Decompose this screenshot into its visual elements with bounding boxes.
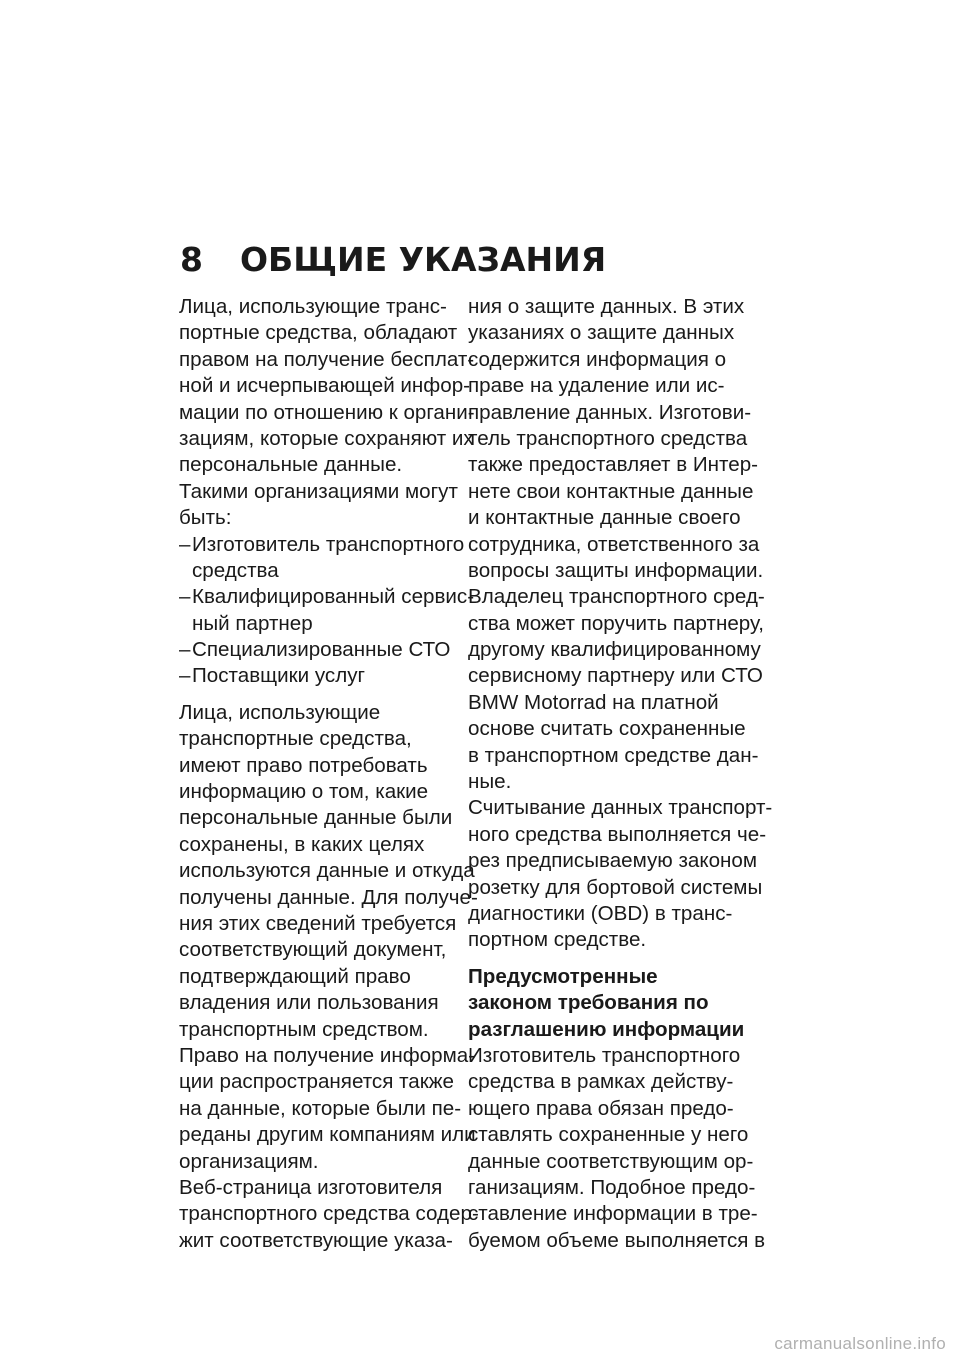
list-item-text: Поставщики услуг [192,664,366,688]
subheading-line: Предусмотренные [468,964,658,988]
text-line: подтверждающий право [179,964,411,988]
text-line: владения или пользования [179,991,439,1015]
text-line: тель транспортного средства [468,426,748,450]
text-line: персональные данные были [179,806,453,830]
text-line: ные. [468,770,512,794]
list-item [179,663,464,689]
text-line: соответствующий документ, [179,938,447,962]
text-line: портные средства, обладают [179,321,458,345]
list-item [179,584,475,637]
left-column [179,294,479,1254]
text-line: жит соответствующие указа- [179,1228,453,1252]
text-line: и контактные данные своего [468,506,741,530]
list-item-text: Изготовитель транспортного [192,532,465,556]
watermark: carmanualsonline.info [774,1334,946,1353]
text-line: транспортного средства содер- [179,1202,479,1226]
right-column [468,294,773,1254]
subsection-heading [468,964,753,1043]
text-line: содержится информация о [468,347,727,371]
text-line: зациям, которые сохраняют их [179,426,474,450]
text-line: средства в рамках действу- [468,1070,734,1094]
rights-paragraph [179,700,479,1254]
text-line: правом на получение бесплат- [179,347,475,371]
list-item-text: Специализированные СТО [192,638,451,662]
text-line: персональные данные. [179,453,403,477]
text-line: вопросы защиты информации. [468,558,764,582]
text-line: имеют право потребовать [179,753,428,777]
text-line: ного средства выполняется че- [468,822,767,846]
text-line: ганизациям. Подобное предо- [468,1175,756,1199]
text-line: портном средстве. [468,928,647,952]
subheading-line: законом требования по [468,991,709,1015]
text-line: реданы другим компаниям или [179,1123,476,1147]
text-line: BMW Motorrad на платной [468,690,719,714]
organization-list [179,532,475,690]
text-line: информацию о том, какие [179,780,429,804]
text-line: Считывание данных транспорт- [468,796,773,820]
text-line: транспортным средством. [179,1017,429,1041]
text-line: ной и исчерпывающей инфор- [179,374,471,398]
text-line: ставлять сохраненные у него [468,1123,749,1147]
text-line: получены данные. Для получе- [179,885,478,909]
text-line: сервисному партнеру или СТО [468,664,763,688]
section-title: ОБЩИЕ УКАЗАНИЯ [240,240,607,279]
text-line: ния этих сведений требуется [179,911,457,935]
text-line: розетку для бортовой системы [468,875,763,899]
text-line: данные соответствующим ор- [468,1149,754,1173]
privacy-paragraph [468,294,773,954]
text-line: используются данные и откуда [179,859,475,883]
text-line: Владелец транспортного сред- [468,585,765,609]
text-line: ства может поручить партнеру, [468,611,764,635]
text-line: Такими организациями могут [179,479,458,503]
list-item [179,637,464,663]
text-line: организациям. [179,1149,319,1173]
text-line: рез предписываемую законом [468,849,758,873]
text-line: в транспортном средстве дан- [468,743,759,767]
list-item-text: средства [192,558,279,582]
text-line: также предоставляет в Интер- [468,453,759,477]
text-line: основе считать сохраненные [468,717,746,741]
intro-paragraph [179,294,475,532]
text-line: Лица, использующие транс- [179,295,447,318]
list-item-text: Квалифицированный сервис- [192,585,475,609]
text-line: Веб-страница изготовителя [179,1175,443,1199]
text-line: на данные, которые были пе- [179,1096,462,1120]
list-dash: – [179,532,191,556]
list-item [179,532,464,585]
text-line: ния о защите данных. В этих [468,295,745,318]
text-line: указаниях о защите данных [468,321,735,345]
disclosure-paragraph [468,1043,766,1254]
text-line: Изготовитель транспортного [468,1043,741,1067]
text-line: Право на получение информа- [179,1043,476,1067]
text-line: ставление информации в тре- [468,1202,758,1226]
text-line: нете свои контактные данные [468,479,754,503]
list-dash: – [179,585,191,609]
text-line: правление данных. Изготови- [468,400,752,424]
text-line: быть: [179,506,232,530]
list-item-text: ный партнер [192,611,313,635]
section-number: 8 [180,240,203,279]
text-line: Лица, использующие [179,700,381,724]
text-line: ции распространяется также [179,1070,454,1094]
text-line: сотрудника, ответственного за [468,532,760,556]
list-dash: – [179,664,191,688]
list-dash: – [179,638,191,662]
text-line: диагностики (OBD) в транс- [468,901,733,925]
subheading-line: разглашению информации [468,1017,745,1041]
text-line: ющего права обязан предо- [468,1096,734,1120]
text-line: транспортные средства, [179,727,412,751]
text-line: мации по отношению к органи- [179,400,475,424]
text-line: сохранены, в каких целях [179,832,425,856]
text-line: буемом объеме выполняется в [468,1228,766,1252]
text-line: другому квалифицированному [468,638,761,662]
section-heading [180,240,606,280]
text-line: праве на удаление или ис- [468,374,725,398]
